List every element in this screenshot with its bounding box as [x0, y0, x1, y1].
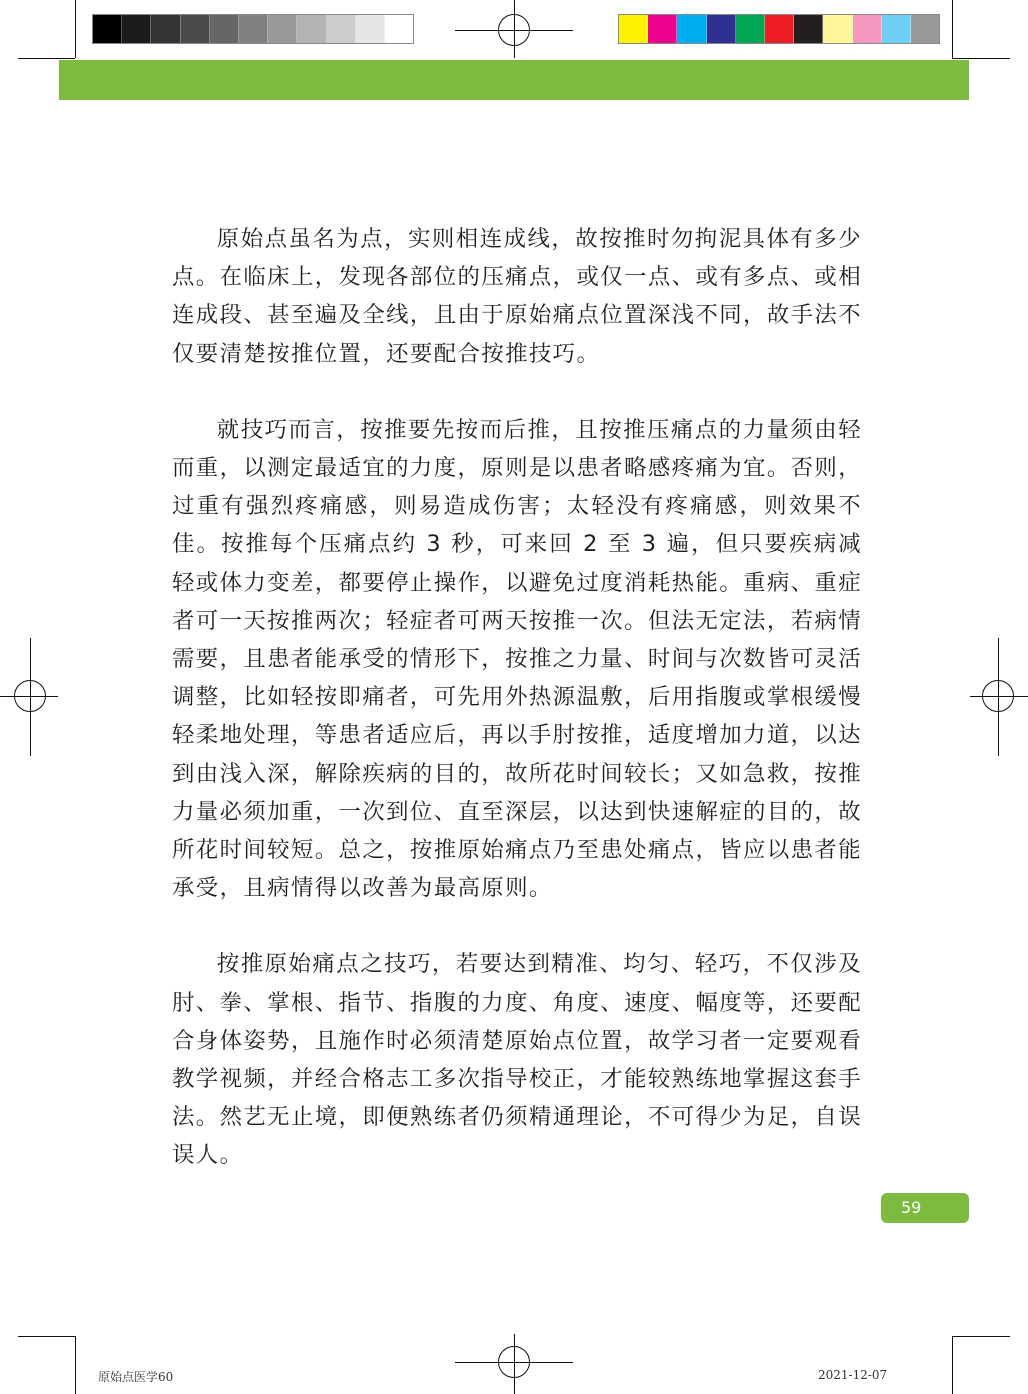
- crop-mark-top-left-horizontal: [18, 58, 75, 59]
- paragraph: 按推原始痛点之技巧，若要达到精准、均匀、轻巧，不仅涉及肘、拳、掌根、指节、指腹的力度、角度、速度、幅度等，还要配合身体姿势，且施作时必须清楚原始点位置，故学习者一定要观看教学视频，并经合格志工多次指导校正，才能较熟练地掌握这套手法。然艺无止境，即便熟练者仍须精通理论，不可得少为足，自误误人。: [172, 951, 862, 1169]
- color-swatch: [765, 15, 794, 43]
- color-swatch: [648, 15, 677, 43]
- gray-swatch: [93, 15, 122, 43]
- color-swatch: [823, 15, 852, 43]
- gray-swatch: [239, 15, 268, 43]
- color-swatch: [619, 15, 648, 43]
- crosshair-circle-icon: [14, 680, 46, 712]
- color-swatch: [794, 15, 823, 43]
- crop-mark-top-right-vertical: [952, 0, 953, 58]
- crop-mark-bottom-left-horizontal: [18, 1336, 75, 1337]
- gray-swatch: [151, 15, 180, 43]
- gray-swatch: [356, 15, 385, 43]
- color-swatch: [853, 15, 882, 43]
- body-text: [172, 220, 862, 1175]
- gray-swatch: [122, 15, 151, 43]
- crop-mark-bottom-left-vertical: [75, 1336, 76, 1394]
- crosshair-circle-icon: [982, 680, 1014, 712]
- gray-swatch: [327, 15, 356, 43]
- gray-swatch: [385, 15, 413, 43]
- paragraph: 就技巧而言，按推要先按而后推，且按推压痛点的力量须由轻而重，以测定最适宜的力度，原则是以患者略感疼痛为宜。否则，过重有强烈疼痛感，则易造成伤害；太轻没有疼痛感，则效果不佳。按推每个压痛点约 3 秒，可来回 2 至 3 遍，但只要疾病减轻或体力变差，都要停止操作，以避免过度消耗热能。重病、重症者可一天按推两次；轻症者可两天按推一次。但法无定法，若病情需要，且患者能承受的情形下，按推之力量、时间与次数皆可灵活调整，比如轻按即痛者，可先用外热源温敷，后用指腹或掌根缓慢轻柔地处理，等患者适应后，再以手肘按推，适度增加力道，以达到由浅入深，解除疾病的目的，故所花时间较长；又如急救，按推力量必须加重，一次到位、直至深层，以达到快速解症的目的，故所花时间较短。总之，按推原始痛点乃至患处痛点，皆应以患者能承受，且病情得以改善为最高原则。: [172, 416, 862, 902]
- page-number: 59: [901, 1198, 922, 1217]
- paragraph: 原始点虽名为点，实则相连成线，故按推时勿拘泥具体有多少点。在临床上，发现各部位的压痛点，或仅一点、或有多点、或相连成段、甚至遍及全线，且由于原始痛点位置深浅不同，故手法不仅要清楚按推位置，还要配合按推技巧。: [172, 226, 862, 367]
- slug-date: 2021-12-07: [818, 1368, 888, 1382]
- crosshair-circle-icon: [498, 14, 530, 46]
- slug-file-name: 原始点医学60: [98, 1370, 174, 1384]
- gray-swatch: [210, 15, 239, 43]
- crop-mark-bottom-right-horizontal: [952, 1336, 1010, 1337]
- gray-swatch: [297, 15, 326, 43]
- color-swatch: [707, 15, 736, 43]
- crosshair-circle-icon: [498, 1346, 530, 1378]
- color-swatch: [882, 15, 911, 43]
- grayscale-calibration-bar: [92, 14, 414, 44]
- crop-mark-top-right-horizontal: [952, 58, 1010, 59]
- gray-swatch: [268, 15, 297, 43]
- color-calibration-bar: [618, 14, 940, 44]
- crop-mark-top-left-vertical: [75, 0, 76, 58]
- color-swatch: [677, 15, 706, 43]
- gray-swatch: [181, 15, 210, 43]
- header-band: [59, 60, 969, 100]
- crop-mark-bottom-right-vertical: [952, 1336, 953, 1394]
- page-number-badge: [881, 1193, 969, 1223]
- color-swatch: [911, 15, 939, 43]
- color-swatch: [736, 15, 765, 43]
